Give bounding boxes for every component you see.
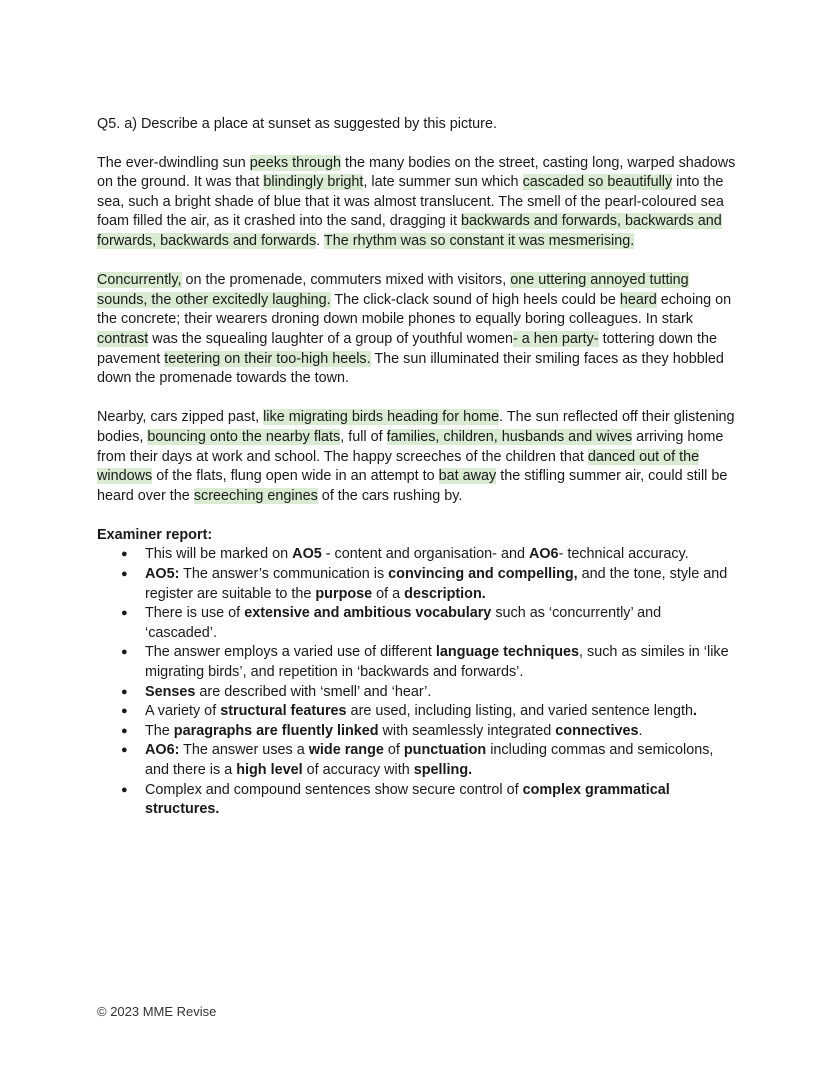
- examiner-report-item: [145, 643, 737, 682]
- answer-paragraph: [97, 271, 737, 389]
- bold-term: punctuation: [403, 742, 487, 759]
- examiner-report-item: [145, 741, 737, 780]
- highlighted-phrase: blindingly bright: [263, 174, 364, 191]
- paragraph-text: The sun illuminated their smiling faces as they hobbled down the promenade towards the town.: [97, 350, 724, 387]
- bullet-text: of a: [372, 585, 405, 602]
- bold-term: language techniques: [435, 644, 580, 661]
- paragraph-text: . The sun reflected off their glistening bodies,: [97, 409, 735, 445]
- examiner-report-item: [145, 702, 737, 722]
- paragraph-text: The ever-dwindling sun: [97, 154, 250, 171]
- highlighted-phrase: screeching engines: [193, 487, 318, 504]
- highlighted-phrase: bouncing onto the nearby flats: [147, 428, 341, 445]
- bold-term: connectives: [555, 722, 639, 739]
- paragraph-text: into the sea, such a bright shade of blue that it was almost translucent. The smell of the pearl-coloured sea foam filled the air, as it crashed into the sand, dragging it: [97, 174, 724, 230]
- bullet-text: , such as similes in ‘like migrating birds’, and repetition in ‘backwards and forwards’.: [145, 644, 729, 681]
- paragraph-text: arriving home from their days at work and school. The happy screeches of the children that: [97, 428, 724, 465]
- paragraph-text: echoing on the concrete; their wearers droning down mobile phones to equally boring colleagues. In stark: [97, 291, 732, 328]
- highlighted-phrase: heard: [619, 291, 657, 308]
- highlighted-phrase: contrast: [97, 330, 149, 347]
- bold-term: convincing and compelling,: [388, 566, 578, 583]
- bold-term: high level: [236, 762, 303, 778]
- question-prompt: Q5. a) Describe a place at sunset as suggested by this picture.: [97, 116, 497, 132]
- highlighted-phrase: Concurrently,: [97, 272, 182, 289]
- highlighted-phrase: cascaded so beautifully: [522, 174, 673, 191]
- bullet-text: The answer uses a: [179, 742, 309, 759]
- highlighted-phrase: backwards and forwards, backwards and forwards, backwards and forwards: [97, 213, 722, 249]
- bullet-text: There is use of: [145, 605, 245, 622]
- bullet-text: - technical accuracy.: [558, 546, 689, 563]
- bold-term: description.: [404, 585, 486, 602]
- bold-term: spelling.: [413, 762, 473, 778]
- highlighted-phrase: - a hen party-: [513, 330, 599, 347]
- highlighted-phrase: teetering on their too-high heels.: [164, 350, 371, 367]
- bold-term: AO5: [292, 546, 322, 563]
- examiner-report-item: [145, 604, 737, 643]
- highlighted-phrase: families, children, husbands and wives: [386, 428, 633, 445]
- examiner-report-list: [97, 545, 737, 819]
- highlighted-phrase: bat away: [438, 468, 497, 485]
- paragraph-text: was the squealing laughter of a group of youthful women: [148, 330, 514, 347]
- highlighted-phrase: peeks through: [249, 154, 341, 171]
- bullet-text: A variety of: [145, 703, 221, 720]
- bullet-text: including commas and semicolons, and there is a: [145, 742, 714, 778]
- bullet-text: The: [145, 722, 174, 739]
- bullet-text: - content and organisation- and: [321, 546, 529, 563]
- bold-term: .: [692, 703, 697, 720]
- bold-term: AO6: [528, 546, 559, 563]
- paragraph-text: of the cars rushing by.: [317, 487, 463, 504]
- paragraph-text: .: [316, 232, 324, 249]
- highlighted-phrase: danced out of the windows: [97, 448, 700, 485]
- bullet-text: of accuracy with: [302, 762, 414, 778]
- paragraph-text: Nearby, cars zipped past,: [97, 409, 264, 426]
- paragraph-text: the stifling summer air, could still be heard over the: [97, 468, 728, 504]
- answer-paragraph: [97, 154, 737, 252]
- bullet-text: The answer’s communication is: [179, 566, 389, 583]
- bold-term: AO6:: [145, 742, 180, 759]
- bullet-text: with seamlessly integrated: [378, 722, 556, 739]
- bold-term: paragraphs are fluently linked: [173, 722, 379, 739]
- copyright-footer: © 2023 MME Revise: [97, 1004, 217, 1019]
- bullet-text: such as ‘concurrently’ and ‘cascaded’.: [145, 605, 662, 641]
- bullet-text: This will be marked on: [145, 546, 293, 563]
- bold-term: structural features: [220, 703, 347, 720]
- bold-term: wide range: [308, 742, 384, 759]
- examiner-report-item: [145, 545, 737, 565]
- paragraph-text: , late summer sun which: [363, 174, 523, 191]
- highlighted-phrase: The rhythm was so constant it was mesmerising.: [323, 232, 635, 249]
- bold-term: extensive and ambitious vocabulary: [244, 605, 492, 622]
- bold-term: purpose: [315, 585, 373, 602]
- paragraph-text: The click-clack sound of high heels could be: [330, 291, 620, 308]
- bold-term: Senses: [145, 683, 196, 700]
- examiner-report-item: [145, 683, 737, 703]
- highlighted-phrase: like migrating birds heading for home: [263, 409, 500, 426]
- bullet-text: .: [638, 722, 643, 739]
- document-page: [97, 115, 737, 820]
- bullet-text: Complex and compound sentences show secure control of: [145, 781, 523, 798]
- examiner-report-item: [145, 781, 737, 820]
- paragraph-text: the many bodies on the street, casting long, warped shadows on the ground. It was that: [97, 154, 736, 191]
- bullet-text: and the tone, style and register are suitable to the: [145, 566, 728, 602]
- paragraph-text: of the flats, flung open wide in an attempt to: [152, 468, 439, 485]
- bullet-text: are described with ‘smell’ and ‘hear’.: [195, 683, 432, 700]
- paragraph-text: on the promenade, commuters mixed with visitors,: [181, 272, 511, 289]
- examiner-report-item: [145, 722, 737, 742]
- bullet-text: are used, including listing, and varied sentence length: [346, 703, 693, 720]
- bold-term: AO5:: [145, 566, 180, 583]
- examiner-report-heading: Examiner report:: [97, 526, 213, 543]
- examiner-report-item: [145, 565, 737, 604]
- highlighted-phrase: one uttering annoyed tutting sounds, the other excitedly laughing.: [97, 272, 689, 308]
- bullet-text: The answer employs a varied use of different: [145, 644, 436, 661]
- paragraph-text: , full of: [340, 428, 387, 445]
- answer-body: [97, 154, 737, 507]
- answer-paragraph: [97, 408, 737, 506]
- bullet-text: of: [383, 742, 404, 759]
- bold-term: complex grammatical structures.: [145, 781, 670, 818]
- paragraph-text: tottering down the pavement: [97, 330, 718, 367]
